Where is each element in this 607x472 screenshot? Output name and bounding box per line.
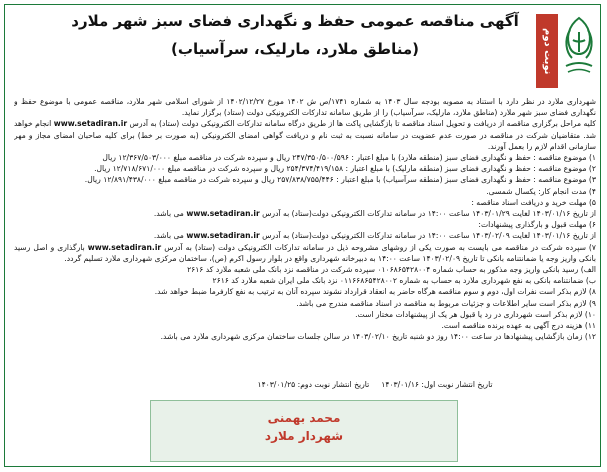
second-publication-date: تاریخ انتشار نوبت دوم: ۱۴۰۳/۰۱/۲۵ xyxy=(257,380,370,389)
item-7-alef: الف) رسید بانکی واریز وجه مذکور به حساب شماره ۰۱۰۶۸۶۵۴۲۸۰۰۴ سپرده شرکت در مناقصه نزد بانک ملی شعبه ملارد کد ۲۶۱۶ xyxy=(187,265,596,275)
ad-subtitle: (مناطق ملارد، مارلیک، سرآسیاب) xyxy=(171,40,419,58)
publication-dates xyxy=(210,380,540,389)
intro2-part-a: کلیه مراحل برگزاری مناقصه از دریافت و تحویل اسناد مناقصه تا بازگشایی پاکت ها از طریق درگاه سامانه تدارکات الکترونیکی دولت (ستاد) به آدرس xyxy=(129,119,596,129)
item-9: ۹) لازم بذکر است سایر اطلاعات و جزئیات مربوط به مناقصه در اسناد مناقصه مندرج می باشد. xyxy=(296,298,596,308)
setad-website-link[interactable]: www.setadiran.ir xyxy=(186,209,260,219)
item6-detail-a: از تاریخ ۱۴۰۳/۰۱/۱۶ لغایت ۱۴۰۳/۰۲/۰۹ ساعت ۱۴:۰۰ در سامانه تدارکات الکترونیکی دولت(ستاد) به آدرس xyxy=(262,231,596,241)
item-3: ۳) موضوع مناقصه : حفظ و نگهداری فضای سبز (منطقه سرآسیاب) با مبلغ اعتبار : ۲۵۷/۸۳۸/۷۵۵/۴۴۶ ریال و سپرده شرکت در مناقصه مبلغ ۱۲/۸۹۱/۴۳۸/۰۰۰ ریال. xyxy=(84,175,596,185)
signatory-name: محمد بهمنی xyxy=(267,411,341,425)
item-11: ۱۱) هزینه درج آگهی به عهده برنده مناقصه است. xyxy=(441,321,596,331)
signature-box xyxy=(150,400,458,462)
setad-website-link[interactable]: www.setadiran.ir xyxy=(53,119,128,129)
ad-title: آگهی مناقصه عمومی حفظ و نگهداری فضای سبز شهر ملارد xyxy=(71,12,519,30)
item7-part-b: بارگذاری و اصل رسید بانکی واریز وجه یا ضمانتنامه بانکی تا تاریخ ۱۴۰۳/۰۲/۰۹ ساعت ۱۴:۰۰ به دبیرخانه شهرداری واقع در بلوار رسول اکرم (ص)، ساختمان مرکزی شهرداری ملارد تسلیم گردد. xyxy=(14,242,596,263)
item-5: ۵) مهلت خرید و دریافت اسناد مناقصه : xyxy=(471,197,596,207)
item-10: ۱۰) لازم بذکر است شهرداری در رد یا قبول هر یک از پیشنهادات مختار است. xyxy=(355,309,596,319)
ad-header xyxy=(0,0,607,88)
item-12: ۱۲) زمان بازگشایی پیشنهادها در ساعت ۱۴:۰۰ روز دو شنبه تاریخ ۱۴۰۳/۰۲/۱۰ در سالن جلسات ساختمان مرکزی شهرداری ملارد می باشد. xyxy=(160,332,596,342)
item-7 xyxy=(14,242,596,264)
setad-website-link[interactable]: www.setadiran.ir xyxy=(186,231,260,241)
intro2-part-b: انجام خواهد شد. متقاضیان شرکت در مناقصه در صورت عدم عضویت در سامانه نسبت به ثبت نام و دریافت گواهی امضای الکترونیکی (به صورت بر خط) برای کلیه صاحبان امضای مجاز و مهر سازمانی اقدام لازم را بعمل آورند. xyxy=(14,119,596,151)
item6-detail-b: می باشد. xyxy=(153,231,184,241)
item-2: ۲) موضوع مناقصه : حفظ و نگهداری فضای سبز (منطقه مارلیک) با مبلغ اعتبار : ۲۵۴/۳۷۴/۴۱۹/۱۵۸ ریال و سپرده شرکت در مناقصه مبلغ ۱۲/۷۱۸/۶۷۱/۰۰۰ ریال. xyxy=(94,164,596,174)
intro-paragraph: شهرداری ملارد در نظر دارد با استناد به مصوبه بودجه سال ۱۴۰۳ به شماره ۱۷۴۱/ص ش ۱۴۰۲ مورخ ۱۴۰۲/۱۲/۲۷ از شورای اسلامی شهر ملارد، مناقصه عمومی با موضوع حفظ و نگهداری فضای سبز شهر ملارد (مناطق ملارد، مارلیک، سرآسیاب) را از طریق سامانه تدارکات الکترونیکی دولت (ستاد) برگزار نماید. xyxy=(14,97,596,118)
first-publication-date: تاریخ انتشار نوبت اول: ۱۴۰۳/۰۱/۱۶ xyxy=(381,380,493,389)
item-4: ۴) مدت انجام کار: یکسال شمسی. xyxy=(486,186,596,196)
item7-part-a: ۷) سپرده شرکت در مناقصه می بایست به صورت یکی از روشهای مشروحه ذیل در سامانه تدارکات الکترونیکی دولت (ستاد) به آدرس xyxy=(164,242,596,252)
item-6-detail xyxy=(14,230,596,241)
municipality-emblem-icon xyxy=(558,12,600,82)
item-6: ۶) مهلت قبول و بارگذاری پیشنهادات: xyxy=(478,220,596,230)
item-1: ۱) موضوع مناقصه : حفظ و نگهداری فضای سبز (منطقه ملارد) با مبلغ اعتبار : ۲۴۷/۳۵۰/۵۰۰/۵۹۶ ریال و سپرده شرکت در مناقصه مبلغ ۱۲/۳۶۷/۵۰۳/۰۰۰ ریال xyxy=(102,153,596,163)
signatory-role: شهردار ملارد xyxy=(264,429,344,443)
item5-detail-b: می باشد. xyxy=(153,209,184,219)
item5-detail-a: از تاریخ ۱۴۰۳/۰۱/۱۶ لغایت ۱۴۰۳/۰۱/۲۹ ساعت ۱۴:۰۰ در سامانه تدارکات الکترونیکی دولت(ستاد) به آدرس xyxy=(262,209,596,219)
ad-body xyxy=(14,96,596,396)
item-7-be: ب) ضمانتنامه بانکی به نفع شهرداری ملارد به حساب به شماره ۰۱۱۶۶۸۶۵۴۲۸۰۰۲ نزد بانک ملی ایران شعبه ملارد کد ۲۶۱۶ xyxy=(212,276,596,286)
item-5-detail xyxy=(14,208,596,219)
round-ribbon: نوبت دوم xyxy=(536,14,558,88)
setad-website-link[interactable]: www.setadiran.ir xyxy=(87,242,162,252)
item-8: ۸) لازم بذکر است نفرات اول، دوم و سوم مناقصه هرگاه حاضر به انعقاد قرارداد نشوند سپرده آنان به ترتیب به نفع کارفرما ضبط خواهد شد. xyxy=(154,287,596,297)
intro-paragraph-2 xyxy=(14,118,596,152)
